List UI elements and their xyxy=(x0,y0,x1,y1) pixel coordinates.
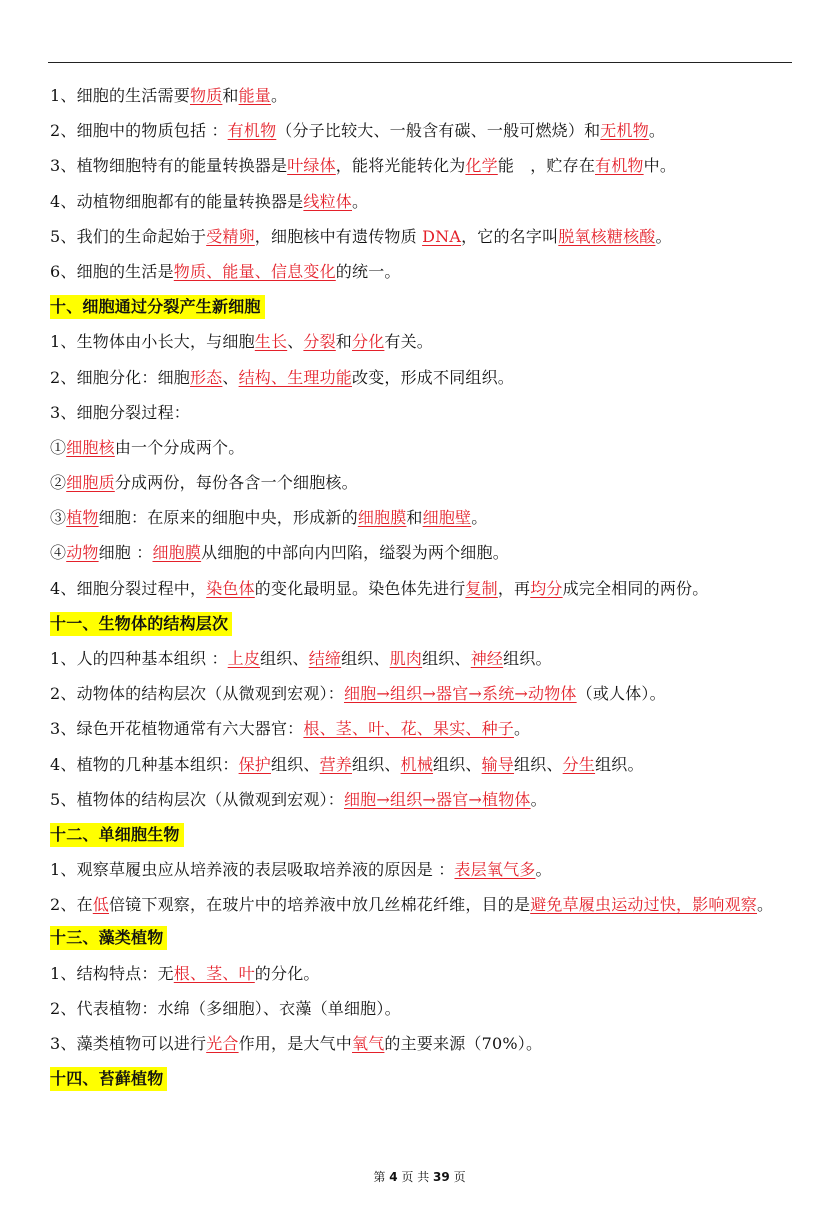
text-segment: 能 ，贮存在 xyxy=(497,156,596,176)
text-segment: 和 xyxy=(406,508,423,528)
text-segment: 组织。 xyxy=(503,649,552,668)
answer-blank: 植物 xyxy=(66,508,99,528)
heading-highlight xyxy=(50,1067,167,1091)
text-line xyxy=(50,684,792,704)
text-segment: 6、细胞的生活是 xyxy=(50,261,174,281)
text-segment: 十二、单细胞生物 xyxy=(50,824,180,844)
text-segment: ，再 xyxy=(497,578,531,598)
answer-blank: 保护 xyxy=(238,754,271,774)
answer-blank: 细胞→组织→器官→植物体 xyxy=(343,789,531,809)
section-heading xyxy=(50,928,792,948)
text-segment: 。 xyxy=(655,226,672,246)
text-segment: 作用，是大气中 xyxy=(238,1033,352,1053)
text-segment: 。 xyxy=(530,789,547,809)
text-segment: 1、结构特点：无 xyxy=(50,963,174,983)
text-segment: 由一个分成两个。 xyxy=(114,437,245,457)
text-segment: 组织、 xyxy=(422,649,471,668)
text-segment: 十、细胞通过分裂产生新细胞 xyxy=(50,297,261,317)
page-number: 4 xyxy=(389,1170,398,1184)
text-segment: 和 xyxy=(222,86,239,105)
text-segment: ④ xyxy=(50,543,67,563)
text-segment: 组织、 xyxy=(433,754,482,774)
heading-highlight xyxy=(50,612,232,636)
text-segment: 细胞：在原来的细胞中央，形成新的 xyxy=(98,508,358,528)
answer-blank: 物质 xyxy=(189,86,223,105)
answer-blank: 脱氧核糖核酸 xyxy=(558,226,656,246)
answer-blank: 有机物 xyxy=(227,121,277,141)
answer-blank: 复制 xyxy=(465,578,498,598)
section-heading xyxy=(50,1069,792,1089)
text-segment: ② xyxy=(50,473,67,493)
page-footer xyxy=(0,1168,839,1185)
answer-blank: 细胞→组织→器官→系统→动物体 xyxy=(343,684,577,704)
text-segment: 从细胞的中部向内凹陷，缢裂为两个细胞。 xyxy=(201,543,509,563)
answer-blank: 能量 xyxy=(238,86,271,105)
text-segment: 组织、 xyxy=(352,754,401,774)
text-segment: 1、生物体由小长大，与细胞 xyxy=(50,332,255,352)
heading-highlight xyxy=(50,926,167,950)
text-segment: 组织、 xyxy=(271,754,320,774)
answer-blank: 受精卵 xyxy=(206,226,255,246)
answer-blank: 上皮 xyxy=(227,649,261,668)
text-segment: 3、植物细胞特有的能量转换器是 xyxy=(50,156,288,176)
text-segment: 、 xyxy=(222,367,239,387)
text-segment: 组织、 xyxy=(341,649,390,668)
text-line xyxy=(50,86,792,106)
text-segment: 4、动植物细胞都有的能量转换器是 xyxy=(50,191,304,211)
text-segment: 2、动物体的结构层次（从微观到宏观）： xyxy=(50,684,344,704)
answer-blank: 根、茎、叶、花、果实、种子 xyxy=(303,719,514,739)
section-heading xyxy=(50,825,792,845)
answer-blank: 输导 xyxy=(481,754,515,774)
text-segment: 。 xyxy=(757,895,774,915)
text-segment: ，它的名字叫 xyxy=(461,226,559,246)
text-segment: （或人体）。 xyxy=(576,684,666,704)
text-segment: 。 xyxy=(514,719,531,739)
text-line xyxy=(50,368,792,388)
text-segment: 组织、 xyxy=(260,649,309,668)
text-segment: 分成两份，每份各含一个细胞核。 xyxy=(114,473,358,493)
text-line xyxy=(50,893,792,917)
text-segment: 1、观察草履虫应从培养液的表层吸取培养液的原因是 ： xyxy=(50,860,455,880)
footer-suffix: 页 xyxy=(449,1170,466,1184)
text-segment: 1、细胞的生活需要 xyxy=(50,86,190,105)
answer-blank: 神经 xyxy=(470,649,504,668)
text-line xyxy=(50,790,792,810)
text-segment: 的统一。 xyxy=(335,261,401,281)
answer-blank: 表层氧气多 xyxy=(454,860,536,880)
text-segment: 3、绿色开花植物通常有六大器官： xyxy=(50,719,304,739)
text-line xyxy=(50,438,792,458)
text-line xyxy=(50,121,792,141)
text-line xyxy=(50,860,792,880)
answer-blank: 光合 xyxy=(206,1033,239,1053)
text-segment: 。 xyxy=(535,860,552,880)
text-line xyxy=(50,719,792,739)
answer-blank: 根、茎、叶 xyxy=(173,963,255,983)
answer-blank: 细胞核 xyxy=(66,437,115,457)
answer-blank: 染色体 xyxy=(206,578,255,598)
text-line xyxy=(50,543,792,563)
text-segment: 的变化最明显。染色体先进行 xyxy=(254,578,466,598)
text-line xyxy=(50,508,792,528)
text-segment: 2、细胞中的物质包括 ： xyxy=(50,121,228,141)
answer-blank: 生长 xyxy=(254,332,288,352)
answer-blank: 形态 xyxy=(189,367,223,387)
answer-blank: 分裂 xyxy=(303,332,336,352)
text-segment: 十一、生物体的结构层次 xyxy=(50,613,229,633)
answer-blank: 有机物 xyxy=(595,156,644,176)
text-segment: 4、细胞分裂过程中， xyxy=(50,578,207,598)
text-segment: 成完全相同的两份。 xyxy=(562,578,709,598)
text-segment: 组织、 xyxy=(514,754,563,774)
text-segment: 十四、苔藓植物 xyxy=(50,1069,164,1089)
text-segment: 十三、藻类植物 xyxy=(50,928,164,948)
text-segment: ，细胞核中有遗传物质 xyxy=(254,226,423,246)
footer-prefix: 第 xyxy=(373,1170,390,1184)
section-heading xyxy=(50,614,792,634)
text-segment: 2、代表植物：水绵（多细胞）、衣藻（单细胞）。 xyxy=(50,998,401,1018)
text-line xyxy=(50,227,792,247)
section-heading xyxy=(50,297,792,317)
answer-blank: 营养 xyxy=(319,754,353,774)
text-line xyxy=(50,403,792,423)
answer-blank: 动物 xyxy=(66,543,99,563)
answer-blank: 物质、能量、信息变化 xyxy=(173,261,336,281)
text-segment: 3、藻类植物可以进行 xyxy=(50,1033,207,1053)
text-segment: 和 xyxy=(335,332,352,352)
text-line xyxy=(50,332,792,352)
answer-blank: 细胞质 xyxy=(66,473,115,493)
answer-blank: 均分 xyxy=(530,578,563,598)
text-line xyxy=(50,649,792,669)
answer-blank: 氧气 xyxy=(352,1033,385,1053)
text-segment: （分子比较大、一般含有碳、一般可燃烧）和 xyxy=(276,121,601,141)
text-line xyxy=(50,964,792,984)
answer-blank: 结构、生理功能 xyxy=(238,367,352,387)
text-segment: 。 xyxy=(471,508,488,528)
text-line xyxy=(50,1034,792,1054)
text-segment: 的分化。 xyxy=(254,963,320,983)
text-line xyxy=(50,156,792,176)
text-segment: 、 xyxy=(287,332,304,352)
heading-highlight xyxy=(50,823,184,847)
text-segment: 4、植物的几种基本组织： xyxy=(50,754,239,774)
text-segment: 中。 xyxy=(643,156,677,176)
answer-blank: 结缔 xyxy=(308,649,342,668)
answer-blank: 细胞壁 xyxy=(422,508,472,528)
text-segment: 1、人的四种基本组织 ： xyxy=(50,649,228,668)
text-segment: 。 xyxy=(648,121,666,141)
text-line xyxy=(50,192,792,212)
heading-highlight xyxy=(50,295,265,319)
text-segment: ，能将光能转化为 xyxy=(335,156,466,176)
text-line xyxy=(50,473,792,493)
answer-blank: 分生 xyxy=(562,754,596,774)
document-body xyxy=(50,86,792,1104)
text-segment: 2、细胞分化：细胞 xyxy=(50,367,190,387)
total-pages: 39 xyxy=(433,1170,450,1184)
answer-blank: 细胞膜 xyxy=(152,543,202,563)
text-segment: ③ xyxy=(50,508,67,528)
text-segment: 5、我们的生命起始于 xyxy=(50,226,207,246)
answer-blank: 叶绿体 xyxy=(287,156,336,176)
text-segment: 改变，形成不同组织。 xyxy=(352,367,515,387)
text-line xyxy=(50,262,792,282)
text-segment: 2、在 xyxy=(50,895,93,915)
text-segment: 。 xyxy=(271,86,288,105)
text-line xyxy=(50,999,792,1019)
text-segment: 3、细胞分裂过程： xyxy=(50,402,190,422)
answer-blank: 避免草履虫运动过快，影响观察 xyxy=(530,895,757,915)
footer-middle: 页 共 xyxy=(397,1170,434,1184)
text-segment: 倍镜下观察，在玻片中的培养液中放几丝棉花纤维，目的是 xyxy=(108,895,531,915)
answer-blank: 细胞膜 xyxy=(357,508,407,528)
header-rule xyxy=(48,62,792,63)
answer-blank: 线粒体 xyxy=(303,191,352,211)
text-segment: 有关。 xyxy=(384,332,434,352)
text-segment: ① xyxy=(50,437,67,457)
text-line xyxy=(50,579,792,599)
answer-blank: 低 xyxy=(92,895,109,915)
text-segment: 。 xyxy=(352,191,369,211)
text-segment: 组织。 xyxy=(595,754,644,774)
text-segment: 的主要来源（70%）。 xyxy=(384,1033,543,1053)
answer-blank: 无机物 xyxy=(600,121,649,141)
answer-blank: DNA xyxy=(422,226,462,246)
answer-blank: 机械 xyxy=(400,754,434,774)
answer-blank: 化学 xyxy=(465,156,498,176)
answer-blank: 分化 xyxy=(352,332,385,352)
text-segment: 5、植物体的结构层次（从微观到宏观）： xyxy=(50,789,344,809)
text-segment: 细胞 ： xyxy=(98,543,153,563)
answer-blank: 肌肉 xyxy=(389,649,423,668)
text-line xyxy=(50,755,792,775)
